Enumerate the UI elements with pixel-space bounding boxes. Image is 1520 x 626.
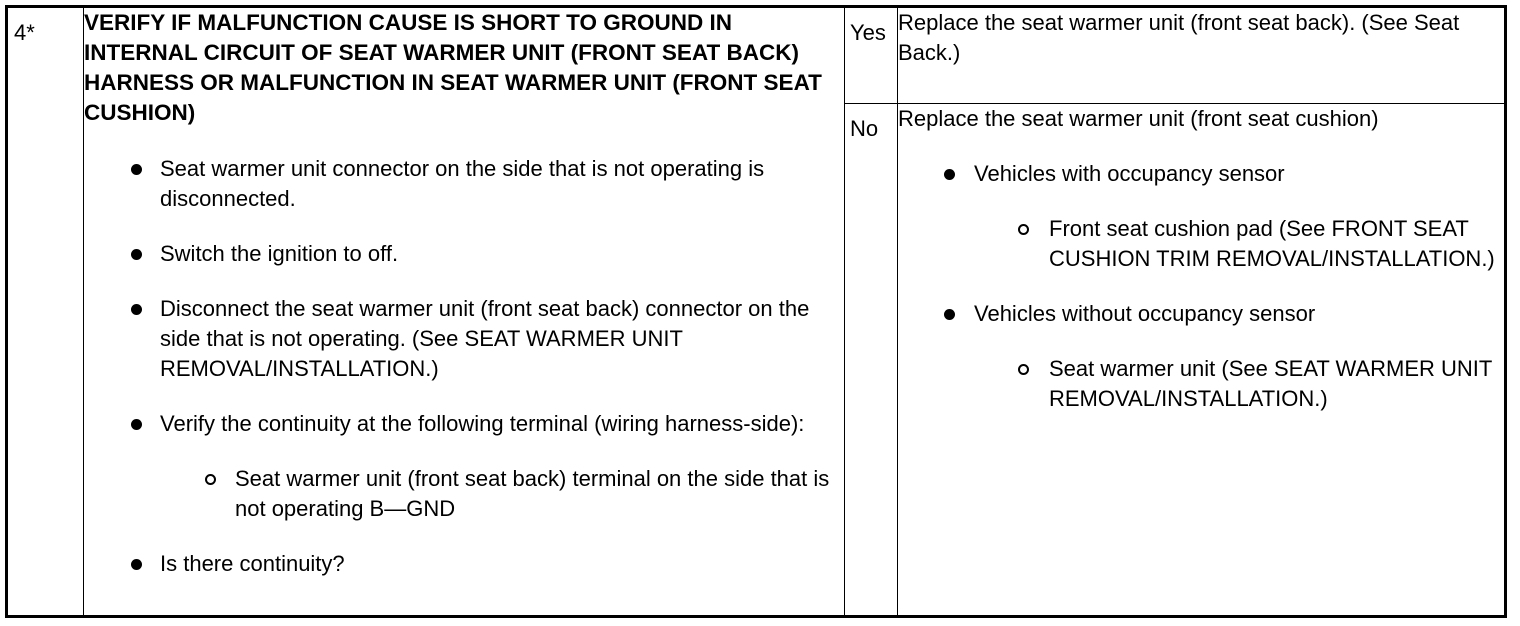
bullet-text: Seat warmer unit connector on the side that is not operating is disconnected. (160, 156, 765, 211)
bullet-text: Is there continuity? (160, 551, 345, 576)
sub-bullet-text: Seat warmer unit (See SEAT WARMER UNIT REMOVAL/INSTALLATION.) (1049, 356, 1492, 411)
bullet-text: Vehicles without occupancy sensor (974, 301, 1316, 326)
sub-bullet-text: Front seat cushion pad (See FRONT SEAT CUSHION TRIM REMOVAL/INSTALLATION.) (1049, 216, 1495, 271)
ring-bullet-icon (1018, 224, 1029, 235)
bullet-icon (944, 169, 955, 180)
sub-list-item (974, 354, 1504, 414)
no-action-text: Replace the seat warmer unit (front seat cushion) (898, 106, 1379, 131)
step-number: 4* (14, 20, 35, 45)
sub-bullet-text: Seat warmer unit (front seat back) terminal on the side that is not operating B—GND (235, 466, 830, 521)
list-item (84, 294, 844, 384)
yes-label-cell (845, 7, 898, 104)
sub-bullet-list (160, 464, 844, 524)
bullet-text: Switch the ignition to off. (160, 241, 399, 266)
step-title: VERIFY IF MALFUNCTION CAUSE IS SHORT TO GROUND IN INTERNAL CIRCUIT OF SEAT WARMER UNIT (FRONT SEAT BACK) HARNESS OR MALFUNCTION IN SEAT WARMER UNIT (FRONT SEAT CUSHION) (84, 10, 822, 125)
no-action-bullet-list (898, 159, 1504, 414)
no-action-cell (898, 104, 1506, 617)
sub-bullet-list (974, 354, 1504, 414)
bullet-icon (131, 559, 142, 570)
list-item (898, 159, 1504, 274)
step-number-cell (7, 7, 84, 617)
list-item (84, 409, 844, 524)
bullet-text: Disconnect the seat warmer unit (front seat back) connector on the side that is not operating. (See SEAT WARMER UNIT REMOVAL/INSTALLATION.) (160, 296, 810, 381)
yes-action-text: Replace the seat warmer unit (front seat back). (See Seat Back.) (898, 10, 1460, 65)
list-item (84, 154, 844, 214)
bullet-text: Verify the continuity at the following terminal (wiring harness-side): (160, 411, 805, 436)
bullet-icon (131, 419, 142, 430)
bullet-icon (131, 249, 142, 260)
bullet-text: Vehicles with occupancy sensor (974, 161, 1285, 186)
bullet-icon (944, 309, 955, 320)
inspection-cell (84, 7, 845, 617)
list-item (84, 549, 844, 579)
list-item (84, 239, 844, 269)
ring-bullet-icon (205, 474, 216, 485)
yes-label: Yes (850, 20, 886, 45)
no-label: No (850, 116, 879, 141)
no-label-cell (845, 104, 898, 617)
sub-bullet-list (974, 214, 1504, 274)
sub-list-item (160, 464, 844, 524)
sub-list-item (974, 214, 1504, 274)
list-item (898, 299, 1504, 414)
bullet-icon (131, 164, 142, 175)
bullet-icon (131, 304, 142, 315)
diagnostic-step-table (5, 5, 1507, 618)
inspection-bullet-list (84, 154, 844, 579)
yes-action-cell (898, 7, 1506, 104)
ring-bullet-icon (1018, 364, 1029, 375)
